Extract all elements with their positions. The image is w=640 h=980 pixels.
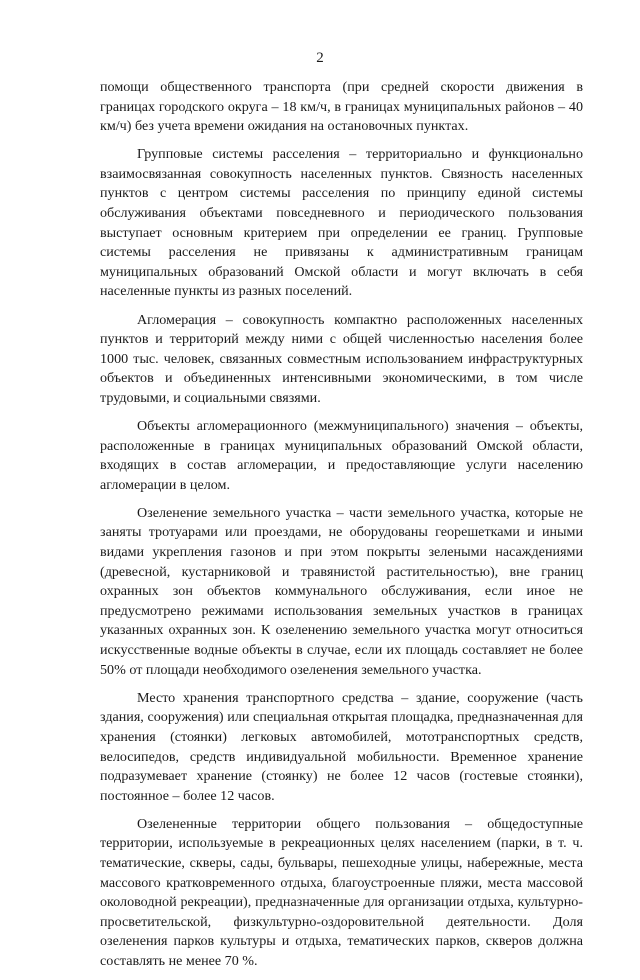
paragraph-continuation: помощи общественного транспорта (при средней скорости движения в границах городского округа – 18 км/ч, в границах муниципальных районов – 40 км/ч) без учета времени ожидания на остановочных пунктах. (100, 79, 583, 135)
page-number: 2 (316, 50, 324, 66)
document-body (100, 78, 583, 980)
paragraph-agglomeration-objects: Объекты агломерационного (межмуниципального) значения – объекты, расположенные в границах муниципальных образований Омской области, входящих в состав агломерации, и предоставляющие услуги населению агломерации в целом. (100, 418, 583, 493)
paragraph-agglomeration: Агломерация – совокупность компактно расположенных населенных пунктов и территорий между ними с общей численностью населения более 1000 тыс. человек, связанных совместным использованием инфраструктурных объектов и объединенных интенсивными экономическими, в том числе трудовыми, и социальными связями. (100, 311, 583, 406)
paragraph-group-settlement-systems: Групповые системы расселения – территориально и функционально взаимосвязанная совокупность населенных пунктов. Связность населенных пунктов с центром системы расселения по принципу единой системы обслуживания объектами повседневного и периодического пользования выступает основным критерием при определении ее границ. Групповые системы расселения не привязаны к административным границам муниципальных образований Омской области и могут включать в себя населенные пункты из разных поселений. (100, 146, 583, 300)
paragraph-land-plot-landscaping: Озеленение земельного участка – части земельного участка, которые не заняты тротуарами или проездами, не оборудованы георешетками и иными видами укрепления газонов и при этом покрыты зелеными насаждениями (древесной, кустарниковой и травянистой растительностью), вне границ охранных зон объектов коммунального обслуживания, если иное не предусмотрено режимами использования земельных участков в границах указанных охранных зон. К озеленению земельного участка могут относиться искусственные водные объекты в случае, если их площадь составляет не более 50% от площади необходимого озеленения земельного участка. (100, 504, 583, 678)
paragraph-public-green-areas: Озелененные территории общего пользования – общедоступные территории, используемые в рекреационных целях населением (парки, в т. ч. тематические, скверы, сады, бульвары, пешеходные улицы, набережные, места массового кратковременного отдыха, благоустроенные пляжи, места массовой околоводной рекреации), предназначенные для организации отдыха, культурно-просветительской, физкультурно-оздоровительной деятельности. Доля озеленения парков культуры и отдыха, тематических парков, скверов должна составлять не менее 70 %. (100, 815, 583, 969)
paragraph-vehicle-storage: Место хранения транспортного средства – здание, сооружение (часть здания, сооружения) или специальная открытая площадка, предназначенная для хранения (стоянки) легковых автомобилей, мототранспортных средств, велосипедов, средств индивидуальной мобильности. Временное хранение подразумевает хранение (стоянку) не более 12 часов (гостевые стоянки), постоянное – более 12 часов. (100, 689, 583, 804)
